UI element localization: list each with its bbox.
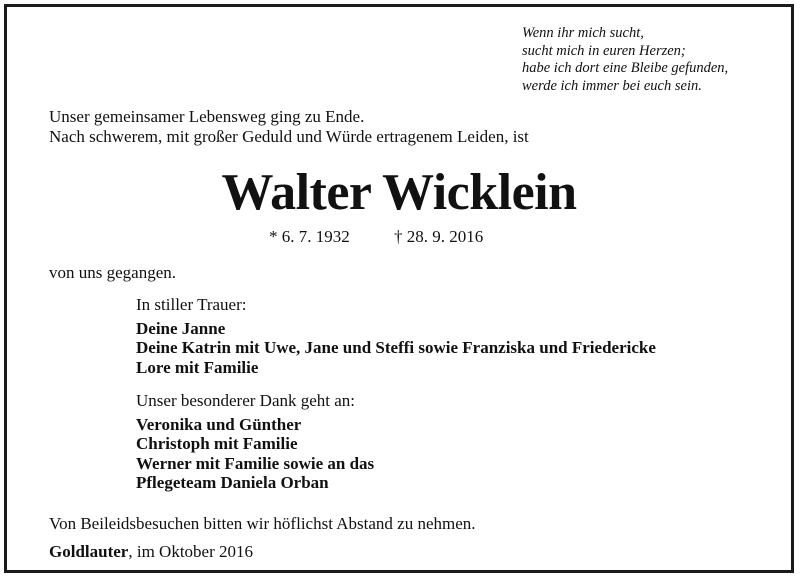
thanks-heading: Unser besonderer Dank geht an:	[136, 391, 356, 410]
place-town: Goldlauter	[49, 542, 129, 561]
thanks-name: Veronika und Günther	[136, 414, 302, 434]
poem-line: habe ich dort eine Bleibe gefunden,	[522, 60, 729, 76]
mourner-name: Deine Janne	[136, 318, 226, 338]
mourner-name: Deine Katrin mit Uwe, Jane und Steffi sowie Franziska und Friedericke	[136, 338, 656, 357]
thanks-name: Pflegeteam Daniela Orban	[136, 473, 329, 492]
obituary-notice	[4, 4, 794, 573]
mourners-block	[136, 295, 656, 377]
life-dates	[269, 226, 483, 248]
intro-line: Unser gemeinsamer Lebensweg ging zu Ende.	[49, 107, 365, 126]
thanks-name: Werner mit Familie sowie an das	[136, 453, 375, 473]
passed-text: von uns gegangen.	[49, 263, 177, 282]
birth-date: * 6. 7. 1932	[269, 227, 350, 246]
thanks-block	[136, 391, 374, 493]
place-date-text: , im Oktober 2016	[128, 542, 253, 561]
poem-line: werde ich immer bei euch sein.	[522, 77, 702, 94]
poem-line: sucht mich in euren Herzen;	[522, 42, 686, 59]
thanks-name: Christoph mit Familie	[136, 434, 298, 453]
place-date	[49, 541, 253, 563]
deceased-name: Walter Wicklein	[221, 164, 577, 221]
intro-text	[49, 107, 529, 147]
intro-line: Nach schwerem, mit großer Geduld und Würde ertragenem Leiden, ist	[49, 127, 529, 146]
poem	[522, 25, 787, 95]
death-date: † 28. 9. 2016	[394, 227, 484, 246]
poem-line: Wenn ihr mich sucht,	[522, 25, 644, 41]
closing-text: Von Beileidsbesuchen bitten wir höflichst Abstand zu nehmen.	[49, 514, 476, 533]
mourner-name: Lore mit Familie	[136, 357, 259, 377]
mourners-heading: In stiller Trauer:	[136, 295, 247, 314]
